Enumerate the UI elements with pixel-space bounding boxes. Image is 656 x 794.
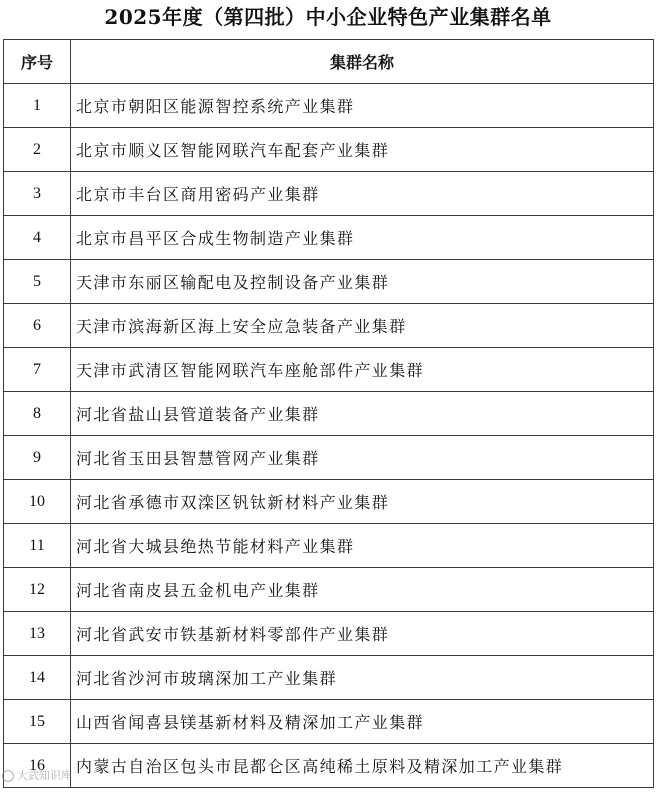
cluster-name: 北京市朝阳区能源智控系统产业集群: [71, 84, 654, 128]
table-header-row: [4, 40, 654, 84]
table-row: [4, 216, 654, 260]
row-index: 4: [4, 216, 71, 260]
row-index: 16: [4, 744, 71, 788]
cluster-name: 河北省沙河市玻璃深加工产业集群: [71, 656, 654, 700]
column-header-index: 序号: [4, 40, 71, 84]
cluster-name: 天津市滨海新区海上安全应急装备产业集群: [71, 304, 654, 348]
row-index: 13: [4, 612, 71, 656]
table-row: [4, 568, 654, 612]
row-index: 3: [4, 172, 71, 216]
cluster-name: 河北省玉田县智慧管网产业集群: [71, 436, 654, 480]
cluster-name: 北京市昌平区合成生物制造产业集群: [71, 216, 654, 260]
table-row: [4, 524, 654, 568]
table-row: [4, 700, 654, 744]
row-index: 9: [4, 436, 71, 480]
cluster-name: 河北省盐山县管道装备产业集群: [71, 392, 654, 436]
table-row: [4, 744, 654, 788]
table-row: [4, 656, 654, 700]
cluster-name: 河北省南皮县五金机电产业集群: [71, 568, 654, 612]
cluster-name: 河北省大城县绝热节能材料产业集群: [71, 524, 654, 568]
row-index: 10: [4, 480, 71, 524]
cluster-list-table: [3, 39, 654, 788]
cluster-name: 山西省闻喜县镁基新材料及精深加工产业集群: [71, 700, 654, 744]
table-row: [4, 84, 654, 128]
table-row: [4, 612, 654, 656]
row-index: 1: [4, 84, 71, 128]
row-index: 12: [4, 568, 71, 612]
watermark-text: 大武知识库: [17, 769, 72, 782]
table-row: [4, 172, 654, 216]
cluster-name: 北京市丰台区商用密码产业集群: [71, 172, 654, 216]
row-index: 11: [4, 524, 71, 568]
row-index: 2: [4, 128, 71, 172]
row-index: 5: [4, 260, 71, 304]
cluster-name: 北京市顺义区智能网联汽车配套产业集群: [71, 128, 654, 172]
page-title: 2025年度（第四批）中小企业特色产业集群名单: [104, 5, 552, 29]
row-index: 6: [4, 304, 71, 348]
row-index: 8: [4, 392, 71, 436]
cluster-name: 河北省承德市双滦区钒钛新材料产业集群: [71, 480, 654, 524]
row-index: 14: [4, 656, 71, 700]
table-row: [4, 348, 654, 392]
table-row: [4, 128, 654, 172]
table-row: [4, 436, 654, 480]
cluster-name: 内蒙古自治区包头市昆都仑区高纯稀土原料及精深加工产业集群: [71, 744, 654, 788]
row-index: 7: [4, 348, 71, 392]
cluster-name: 河北省武安市铁基新材料零部件产业集群: [71, 612, 654, 656]
table-row: [4, 392, 654, 436]
table-row: [4, 260, 654, 304]
row-index: 15: [4, 700, 71, 744]
cluster-name: 天津市武清区智能网联汽车座舱部件产业集群: [71, 348, 654, 392]
table-row: [4, 304, 654, 348]
table-row: [4, 480, 654, 524]
column-header-name: 集群名称: [71, 40, 654, 84]
cluster-name: 天津市东丽区输配电及控制设备产业集群: [71, 260, 654, 304]
